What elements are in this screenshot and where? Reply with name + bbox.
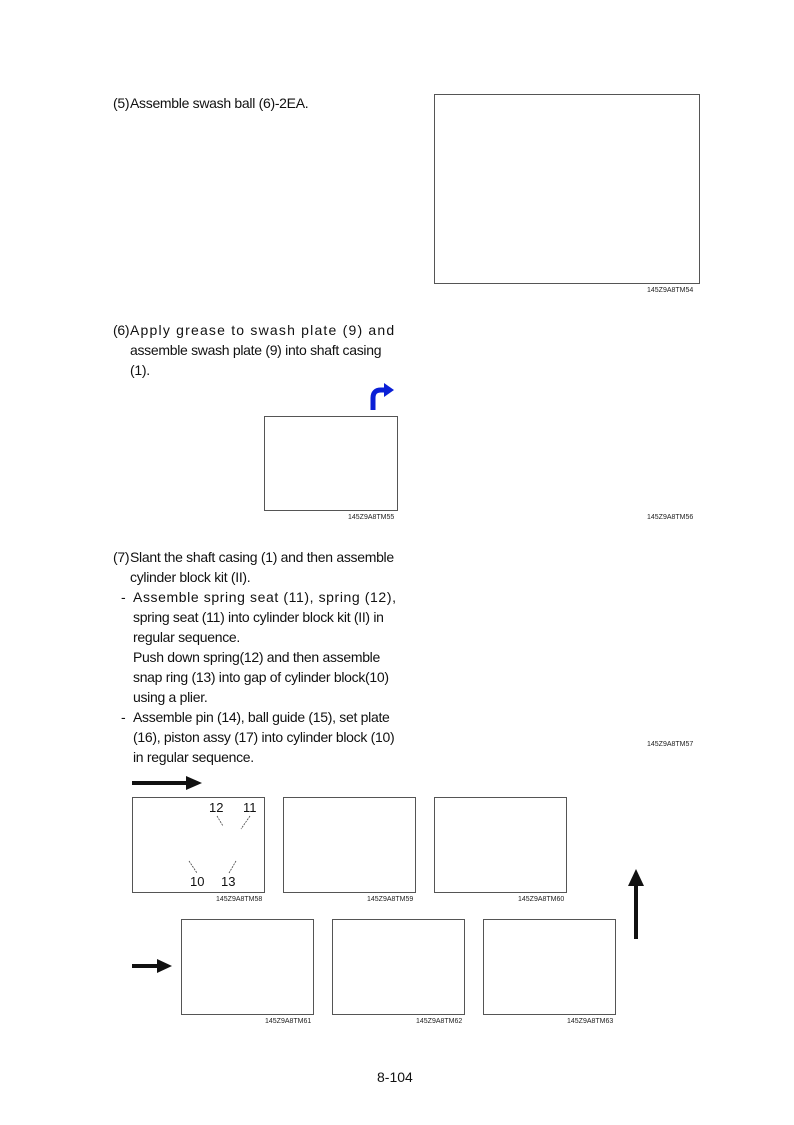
leader-lines (133, 798, 264, 892)
bullet-text-line: Assemble spring seat (11), spring (12), (133, 589, 397, 605)
bullet-text-line: using a plier. (133, 689, 208, 705)
figure-caption: 145Z9A8TM57 (647, 741, 694, 748)
bullet-text-line: Assemble pin (14), ball guide (15), set plate (133, 709, 390, 725)
figure-caption: 145Z9A8TM63 (567, 1018, 614, 1025)
step-text-line: Slant the shaft casing (1) and then assemble (130, 549, 394, 565)
figure-tm58 (132, 797, 265, 893)
callout-label: 13 (221, 874, 236, 889)
step-number: (7) (113, 549, 130, 565)
bullet-text-line: (16), piston assy (17) into cylinder block (10) (133, 729, 395, 745)
step-number: (5) (113, 95, 130, 111)
figure-caption: 145Z9A8TM61 (265, 1018, 312, 1025)
figure-caption: 145Z9A8TM59 (367, 896, 414, 903)
arrow-right-icon (132, 776, 202, 790)
step-7 (113, 547, 413, 777)
figure-tm54 (434, 94, 700, 284)
arrow-up-icon (627, 869, 645, 939)
figure-caption: 145Z9A8TM55 (348, 514, 395, 521)
figure-tm62 (332, 919, 465, 1015)
curved-arrow-icon (366, 382, 396, 412)
figure-caption: 145Z9A8TM60 (518, 896, 565, 903)
step-text: Assemble swash ball (6)-2EA. (130, 95, 309, 111)
figure-caption: 145Z9A8TM62 (416, 1018, 463, 1025)
figure-tm59 (283, 797, 416, 893)
step-6 (113, 320, 413, 382)
step-text-line: (1). (130, 362, 150, 378)
figure-tm60 (434, 797, 567, 893)
arrow-right-icon (132, 959, 172, 973)
step-5 (113, 93, 413, 113)
step-text-line: cylinder block kit (II). (130, 569, 251, 585)
bullet-dash: - (121, 709, 126, 725)
figure-tm61 (181, 919, 314, 1015)
figure-tm55 (264, 416, 398, 511)
figure-caption: 145Z9A8TM58 (216, 896, 263, 903)
figure-tm63 (483, 919, 616, 1015)
bullet-text-line: Push down spring(12) and then assemble (133, 649, 380, 665)
bullet-dash: - (121, 589, 126, 605)
bullet-text-line: snap ring (13) into gap of cylinder block(10) (133, 669, 389, 685)
figure-caption: 145Z9A8TM54 (647, 287, 694, 294)
callout-label: 12 (209, 800, 224, 815)
callout-label: 11 (243, 800, 257, 815)
figure-caption: 145Z9A8TM56 (647, 514, 694, 521)
page-number: 8-104 (377, 1069, 413, 1085)
step-text-line: Apply grease to swash plate (9) and (130, 322, 396, 338)
step-number: (6) (113, 322, 130, 338)
bullet-text-line: spring seat (11) into cylinder block kit (II) in (133, 609, 384, 625)
callout-label: 10 (190, 874, 205, 889)
bullet-text-line: in regular sequence. (133, 749, 254, 765)
step-text-line: assemble swash plate (9) into shaft casing (130, 342, 382, 358)
bullet-text-line: regular sequence. (133, 629, 240, 645)
